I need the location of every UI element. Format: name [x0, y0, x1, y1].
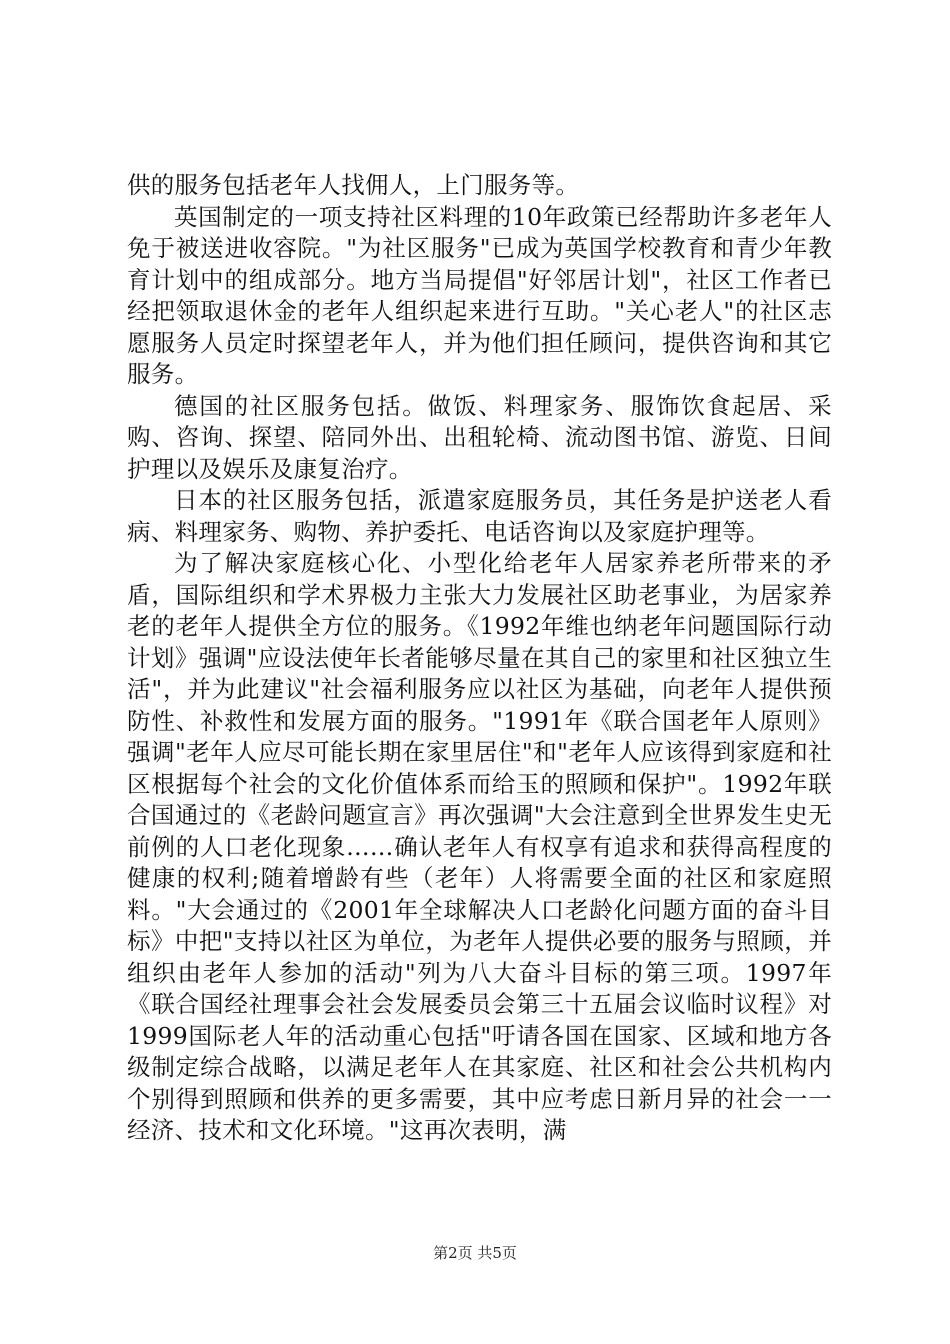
paragraph-continuation: 供的服务包括老年人找佣人，上门服务等。	[127, 171, 580, 199]
document-body	[127, 170, 832, 1147]
paragraph-germany-community-services: 德国的社区服务包括。做饭、料理家务、服饰饮食起居、采购、咨询、探望、陪同外出、出租轮椅、流动图书馆、游览、日间护理以及娱乐及康复治疗。	[127, 391, 832, 483]
paragraph-uk-community-care: 英国制定的一项支持社区料理的10年政策已经帮助许多老年人免于被送进收容院。"为社区服务"已成为英国学校教育和青少年教育计划中的组成部分。地方当局提倡"好邻居计划"，社区工作者已经把领取退休金的老年人组织起来进行互助。"关心老人"的社区志愿服务人员定时探望老年人，并为他们担任顾问，提供咨询和其它服务。	[127, 202, 832, 388]
paragraph-japan-community-services: 日本的社区服务包括，派遣家庭服务员，其任务是护送老人看病、料理家务、购物、养护委托、电话咨询以及家庭护理等。	[127, 486, 832, 546]
paragraph-international-organizations: 为了解决家庭核心化、小型化给老年人居家养老所带来的矛盾，国际组织和学术界极力主张大力发展社区助老事业，为居家养老的老年人提供全方位的服务。《1992年维也纳老年问题国际行动计划》强调"应设法使年长者能够尽量在其自己的家里和社区独立生活"，并为此建议"社会福利服务应以社区为基础，向老年人提供预防性、补救性和发展方面的服务。"1991年《联合国老年人原则》强调"老年人应尽可能长期在家里居住"和"老年人应该得到家庭和社区根据每个社会的文化价值体系而给玉的照顾和保护"。1992年联合国通过的《老龄问题宣言》再次强调"大会注意到全世界发生史无前例的人口老化现象……确认老年人有权享有追求和获得高程度的健康的权利;随着增龄有些（老年）人将需要全面的社区和家庭照料。"大会通过的《2001年全球解决人口老龄化问题方面的奋斗目标》中把"支持以社区为单位，为老年人提供必要的服务与照顾，并组织由老年人参加的活动"列为八大奋斗目标的第三项。1997年《联合国经社理事会社会发展委员会第三十五届会议临时议程》对1999国际老人年的活动重心包括"吁请各国在国家、区域和地方各级制定综合战略，以满足老年人在其家庭、社区和社会公共机构内个别得到照顾和供养的更多需要，其中应考虑日新月异的社会一一经济、技术和文化环境。"这再次表明，满	[127, 549, 832, 1144]
page-number-footer: 第2页 共5页	[433, 1244, 517, 1262]
